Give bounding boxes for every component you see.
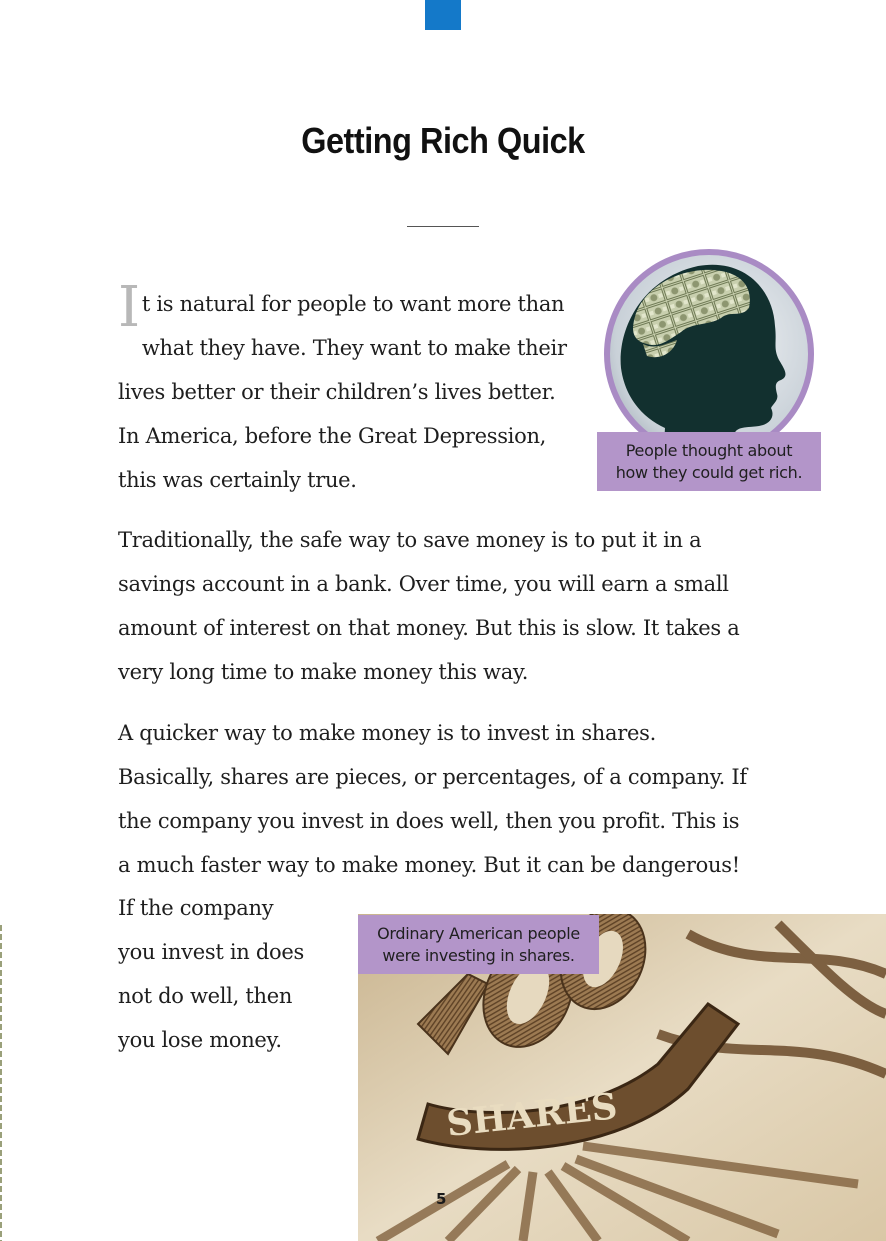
head-image-caption [597,432,821,491]
drop-cap: I [118,275,140,340]
text-line: this was certainly true. [118,468,357,492]
caption-line: how they could get rich. [615,463,803,482]
page-title: Getting Rich Quick [301,120,585,161]
text-line: Traditionally, the safe way to save money is to put it in a [118,528,702,552]
text-line: A quicker way to make money is to invest in shares. [118,721,656,745]
intro-paragraph [118,275,588,502]
risk-paragraph [118,886,348,1062]
head-money-image [603,248,815,460]
engraved-word: SHARES [444,1085,620,1145]
text-line: you lose money. [118,1028,282,1052]
text-line: lives better or their children’s lives better. [118,380,556,404]
text-line: amount of interest on that money. But this is slow. It takes a [118,616,740,640]
head-silhouette-icon [603,248,815,460]
text-line: the company you invest in does well, then you profit. This is [118,809,740,833]
page-edge-decoration [0,925,2,1241]
text-line: If the company [118,896,274,920]
text-line: you invest in does [118,940,304,964]
title-divider [407,226,479,227]
caption-line: were investing in shares. [382,946,575,965]
text-line: Basically, shares are pieces, or percentages, of a company. If [118,765,747,789]
shares-image-caption [358,915,599,974]
text-line: what they have. They want to make their [141,336,567,360]
text-line: t is natural for people to want more than [141,292,565,316]
shares-paragraph [118,711,798,887]
savings-paragraph [118,518,798,694]
caption-line: Ordinary American people [377,924,580,943]
text-line: a much faster way to make money. But it can be dangerous! [118,853,740,877]
text-line: very long time to make money this way. [118,660,529,684]
caption-line: People thought about [625,441,793,460]
text-line: In America, before the Great Depression, [118,424,547,448]
page-number: 5 [436,1190,447,1208]
top-page-marker [425,0,461,30]
text-line: savings account in a bank. Over time, you will earn a small [118,572,729,596]
text-line: not do well, then [118,984,293,1008]
